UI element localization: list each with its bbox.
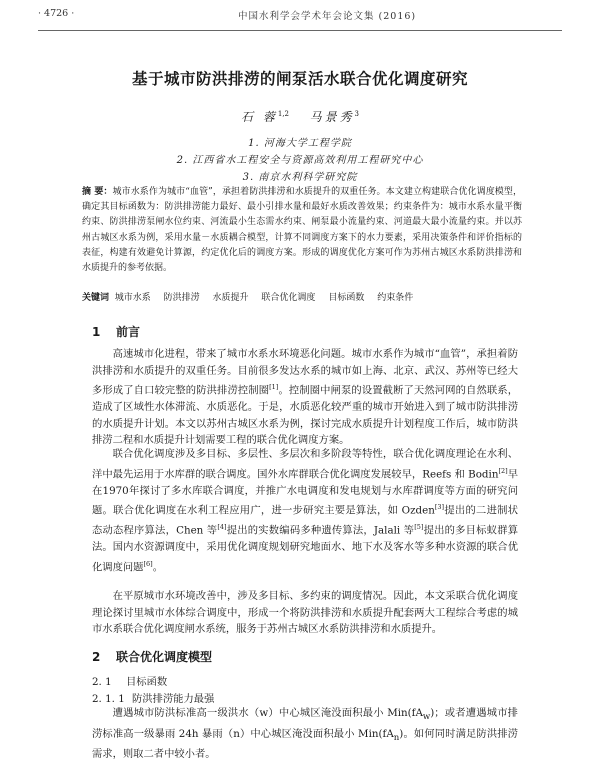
paragraph-text: 提出的实数编码多种遗传算法，Jalali 等 (226, 524, 415, 537)
affiliation-1: 1. 河海大学工程学院 (248, 138, 352, 149)
subsection-title: 目标函数 (126, 676, 168, 688)
paper-title: 基于城市防洪排涝的闸泵活水联合优化调度研究 (131, 70, 468, 88)
author-line (0, 108, 600, 125)
section-title: 联合优化调度模型 (116, 650, 213, 664)
author-2: 马景秀 (309, 110, 355, 124)
paragraph-text: )。如何同时满足防洪排涝需求，则取二者中较小者。 (92, 727, 518, 761)
affiliation-3: 3. 南京水利科学研究院 (242, 172, 358, 183)
keyword: 目标函数 (328, 293, 365, 303)
citation: [5] (414, 523, 424, 532)
affiliation-2: 2. 江西省水工程安全与资源高效利用工程研究中心 (176, 155, 424, 166)
paragraph-text: )；或者遭遇城市排涝标准高一级暴雨 24h 暴雨（n）中心城区淹没面积最小 Min(fA (92, 707, 518, 740)
subscript: n (393, 732, 400, 743)
author-2-sup: 3 (354, 110, 359, 118)
journal-title: 中国水利学会学术年会论文集 (2016) (238, 11, 417, 22)
paragraph-text: 联合优化调度涉及多目标、多层性、多层次和多阶段等特性，联合优化调度理论在水利、洋中最先运用于水库群的联合调度。国外水库群联合优化调度发展较早，Reefs 和 Bodin (92, 448, 518, 481)
subsubsection-heading (92, 690, 214, 705)
author-1: 石 蓉 (241, 110, 278, 124)
author-1-sup: 1,2 (277, 110, 290, 118)
citation: [1] (269, 383, 279, 392)
subsubsection-number: 2. 1. 1 (92, 693, 125, 705)
keywords-label: 关键词 (82, 293, 110, 303)
keyword: 防洪排涝 (163, 293, 200, 303)
section-number: 1 (92, 325, 101, 339)
subscript: w (422, 712, 431, 723)
subsection-heading (92, 673, 167, 688)
citation: [4] (217, 523, 227, 532)
paragraph-text: 遭遇城市防洪标准高一级洪水（w）中心城区淹没面积最小 Min(fA (112, 707, 423, 719)
abstract (82, 185, 522, 276)
keywords (82, 290, 522, 303)
keyword: 联合优化调度 (261, 293, 316, 303)
abstract-label: 摘 要： (82, 187, 113, 197)
paragraph-text: 在平原城市水环境改善中，涉及多目标、多约束的调度情况。因此，本文采联合优化调度理论探讨里城市水体综合调度中，形成一个将防洪排涝和水质提升配套两大工程综合考虑的城市水系联合优化调度闸水系统，服务于苏州古城区水系防洪排涝和水质提升。 (92, 590, 518, 636)
keyword: 水质提升 (212, 293, 249, 303)
subsection-number: 2. 1 (92, 676, 112, 688)
section-2-heading (92, 648, 212, 665)
paragraph-text: 提出的多目标蚁群算法。国内水资源调度中，采用优化调度规划研究地面水、地下水及客水等多种水资源的联合优化调度问题 (92, 524, 519, 574)
keyword: 城市水系 (114, 293, 151, 303)
citation: [3] (434, 503, 445, 512)
section-title: 前言 (116, 325, 141, 339)
header-rule (38, 30, 562, 31)
paragraph: 联合优化调度涉及多目标、多层性、多层次和多阶段等特性，联合优化调度理论在水利、洋中最先运用于水库群的联合调度。国外水库群联合优化调度发展较早，Reefs 和 Bodin[2]早在1970年探讨了多水库联合调度，并推广水电调度和发电规划与水库群调度等方面的研究问题。联合优化调度在水利工程应用广，进一步研究主要是算法，如 Ozden[3]提出的二进制状态动态程序算法，Chen 等[4]提出的实数编码多种遗传算法，Jalali 等[5]提出的多目标蚁群算法。国内水资源调度中，采用优化调度规划研究地面水、地下水及客水等多种水资源的联合优化调度问题[6]。 (92, 448, 519, 574)
paragraph (92, 705, 518, 763)
paragraph (92, 346, 518, 449)
running-header (38, 8, 562, 26)
citation: [6] (143, 559, 153, 568)
paragraph (92, 588, 518, 638)
paragraph-text: 早在1970年探讨了多水库联合调度，并推广水电调度和发电规划与水库群调度等方面的研究问题。联合优化调度在水利工程应用广，进一步研究主要是算法，如 Ozden (92, 468, 518, 517)
keyword: 约束条件 (377, 293, 414, 303)
page-number: · 4726 · (38, 8, 75, 19)
citation: [2] (498, 466, 508, 475)
paragraph-text: 提出的二进制状态动态程序算法，Chen 等 (92, 504, 518, 537)
subsubsection-title: 防洪排涝能力最强 (132, 693, 215, 705)
section-number: 2 (92, 650, 101, 664)
paragraph-text: 。控制圈中闸泵的设置截断了天然河网的自然联系，造成了区域性水体滞流、水质恶化。于是，水质恶化较严重的城市开始进入到了城市防洪排涝的水质提升计划。本文以苏州古城区水系为例，探讨完成水质提升计划程度工作后，城市防洪排涝二程和水质提升计划需要工程的联合优化调度方案。 (92, 384, 519, 447)
section-1-heading (92, 323, 140, 340)
abstract-text: 城市水系作为城市“血管”，承担着防洪排涝和水质提升的双重任务。本文建立构建联合优化调度模型，确定其目标函数为：防洪排涝能力最好、最小引排水量和最好水质改善效果；约束条件为：城市水系水量平衡约束、防洪排涝泵闸水位约束、河流最小生态需水约束、闸泵最小流量约束、河道最大最小流量约束。并以苏州古城区水系为例，采用水量－水质耦合模型，计算不同调度方案下的水力要素，采用决策条件和评价指标的表征，构建有效避免计算源，约定优化后的调度方案。形成的调度优化方案可作为苏州古城区水系防洪排涝和水质提升的参考依据。 (82, 187, 522, 274)
paragraph-text: 高速城市化进程，带来了城市水系水环境恶化问题。城市水系作为城市“血管”，承担着防洪排涝和水质提升的双重任务。目前很多发达水系的城市如上海、北京、武汉、苏州等已经大多形成了自口较完整的防洪排涝控制圈 (92, 348, 518, 397)
